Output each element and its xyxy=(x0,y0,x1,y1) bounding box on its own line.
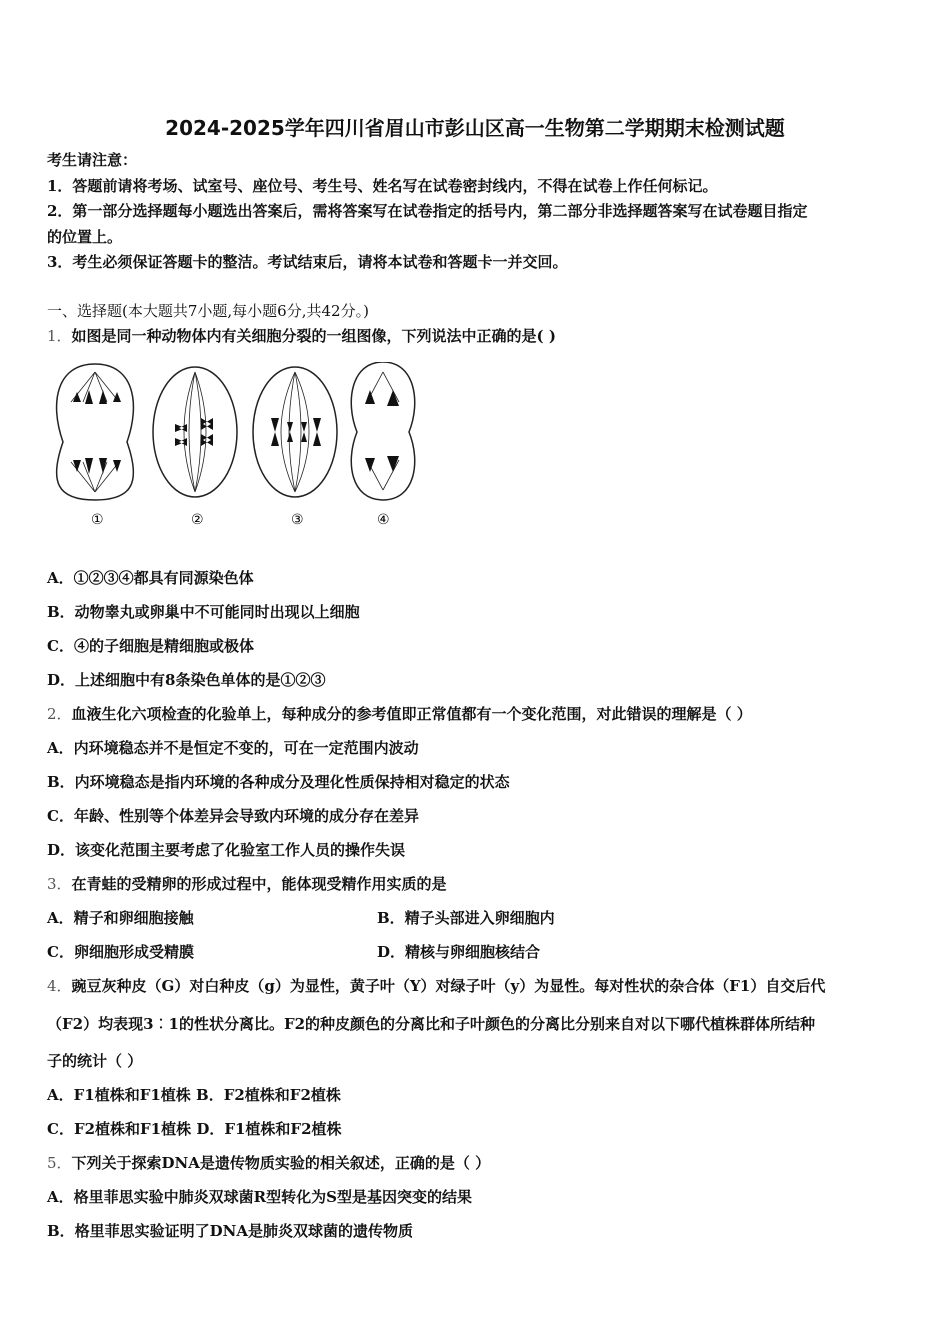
notice-item: 的位置上。 xyxy=(47,228,123,246)
question-number: 2． xyxy=(47,705,72,723)
option: A．F1植株和F1植株 B．F2植株和F2植株 xyxy=(47,1086,341,1104)
question-1 xyxy=(47,327,556,345)
option: B．动物睾丸或卵巢中不可能同时出现以上细胞 xyxy=(47,603,360,621)
cell-4-outline xyxy=(351,362,414,500)
option: C．④的子细胞是精细胞或极体 xyxy=(47,637,254,655)
cell-3-spindle xyxy=(281,372,309,492)
question-stem: 下列关于探索DNA是遗传物质实验的相关叙述，正确的是（ ） xyxy=(71,1154,491,1172)
figure-label-4: ④ xyxy=(377,512,390,528)
question-2 xyxy=(47,705,752,723)
option: D．精核与卵细胞核结合 xyxy=(377,943,541,961)
question-5 xyxy=(47,1154,490,1172)
question-stem-continued: 子的统计（ ） xyxy=(47,1052,143,1070)
question-number: 5． xyxy=(47,1154,72,1172)
option: B．内环境稳态是指内环境的各种成分及理化性质保持相对稳定的状态 xyxy=(47,773,510,791)
notice-item: 1．答题前请将考场、试室号、座位号、考生号、姓名写在试卷密封线内，不得在试卷上作任何标记。 xyxy=(47,177,718,195)
question-stem: 豌豆灰种皮（G）对白种皮（g）为显性，黄子叶（Y）对绿子叶（y）为显性。每对性状的杂合体（F1）自交后代 xyxy=(71,977,826,995)
question-number: 1． xyxy=(47,327,72,345)
option-row xyxy=(47,943,194,961)
cell-division-figure xyxy=(55,362,425,532)
option: C．卵细胞形成受精膜 xyxy=(47,943,194,961)
question-stem-continued: （F2）均表现3︰1的性状分离比。F2的种皮颜色的分离比和子叶颜色的分离比分别来自对以下哪代植株群体所结种 xyxy=(47,1015,816,1033)
question-4 xyxy=(47,977,825,995)
question-number: 4． xyxy=(47,977,72,995)
option: D．上述细胞中有8条染色单体的是①②③ xyxy=(47,671,326,689)
page-title: 2024-2025学年四川省眉山市彭山区高一生物第二学期期末检测试题 xyxy=(165,116,785,140)
notice-item: 3．考生必须保证答题卡的整洁。考试结束后，请将本试卷和答题卡一并交回。 xyxy=(47,253,568,271)
notice-heading: 考生请注意： xyxy=(47,151,138,169)
question-stem: 血液生化六项检查的化验单上，每种成分的参考值即正常值都有一个变化范围，对此错误的理解是（ ） xyxy=(71,705,752,723)
cell-2-outline xyxy=(153,367,237,497)
notice-item: 2．第一部分选择题每小题选出答案后，需将答案写在试卷指定的括号内，第二部分非选择题答案写在试卷题目指定 xyxy=(47,202,808,220)
option: A．内环境稳态并不是恒定不变的，可在一定范围内波动 xyxy=(47,739,419,757)
section-heading: 一、选择题(本大题共7小题,每小题6分,共42分。) xyxy=(47,302,369,320)
option: A．①②③④都具有同源染色体 xyxy=(47,569,254,587)
cell-1-outline xyxy=(57,364,134,500)
cell-3-outline xyxy=(253,367,337,497)
option: A．格里菲思实验中肺炎双球菌R型转化为S型是基因突变的结果 xyxy=(47,1188,472,1206)
option: B．精子头部进入卵细胞内 xyxy=(377,909,555,927)
question-stem: 如图是同一种动物体内有关细胞分裂的一组图像，下列说法中正确的是( ) xyxy=(71,327,556,345)
option: D．该变化范围主要考虑了化验室工作人员的操作失误 xyxy=(47,841,406,859)
question-number: 3． xyxy=(47,875,72,893)
option: C．F2植株和F1植株 D．F1植株和F2植株 xyxy=(47,1120,342,1138)
cell-2-spindle xyxy=(184,372,206,492)
chromosomes xyxy=(73,390,399,474)
option-row xyxy=(47,909,194,927)
option: B．格里菲思实验证明了DNA是肺炎双球菌的遗传物质 xyxy=(47,1222,414,1240)
option: C．年龄、性别等个体差异会导致内环境的成分存在差异 xyxy=(47,807,419,825)
question-stem: 在青蛙的受精卵的形成过程中，能体现受精作用实质的是 xyxy=(71,875,447,893)
question-3 xyxy=(47,875,447,893)
figure-label-1: ① xyxy=(91,512,104,528)
cell-1-spindle xyxy=(71,372,119,492)
cell-4-spindle xyxy=(367,372,399,490)
figure-label-3: ③ xyxy=(291,512,304,528)
figure-label-2: ② xyxy=(191,512,204,528)
option: A．精子和卵细胞接触 xyxy=(47,909,194,927)
